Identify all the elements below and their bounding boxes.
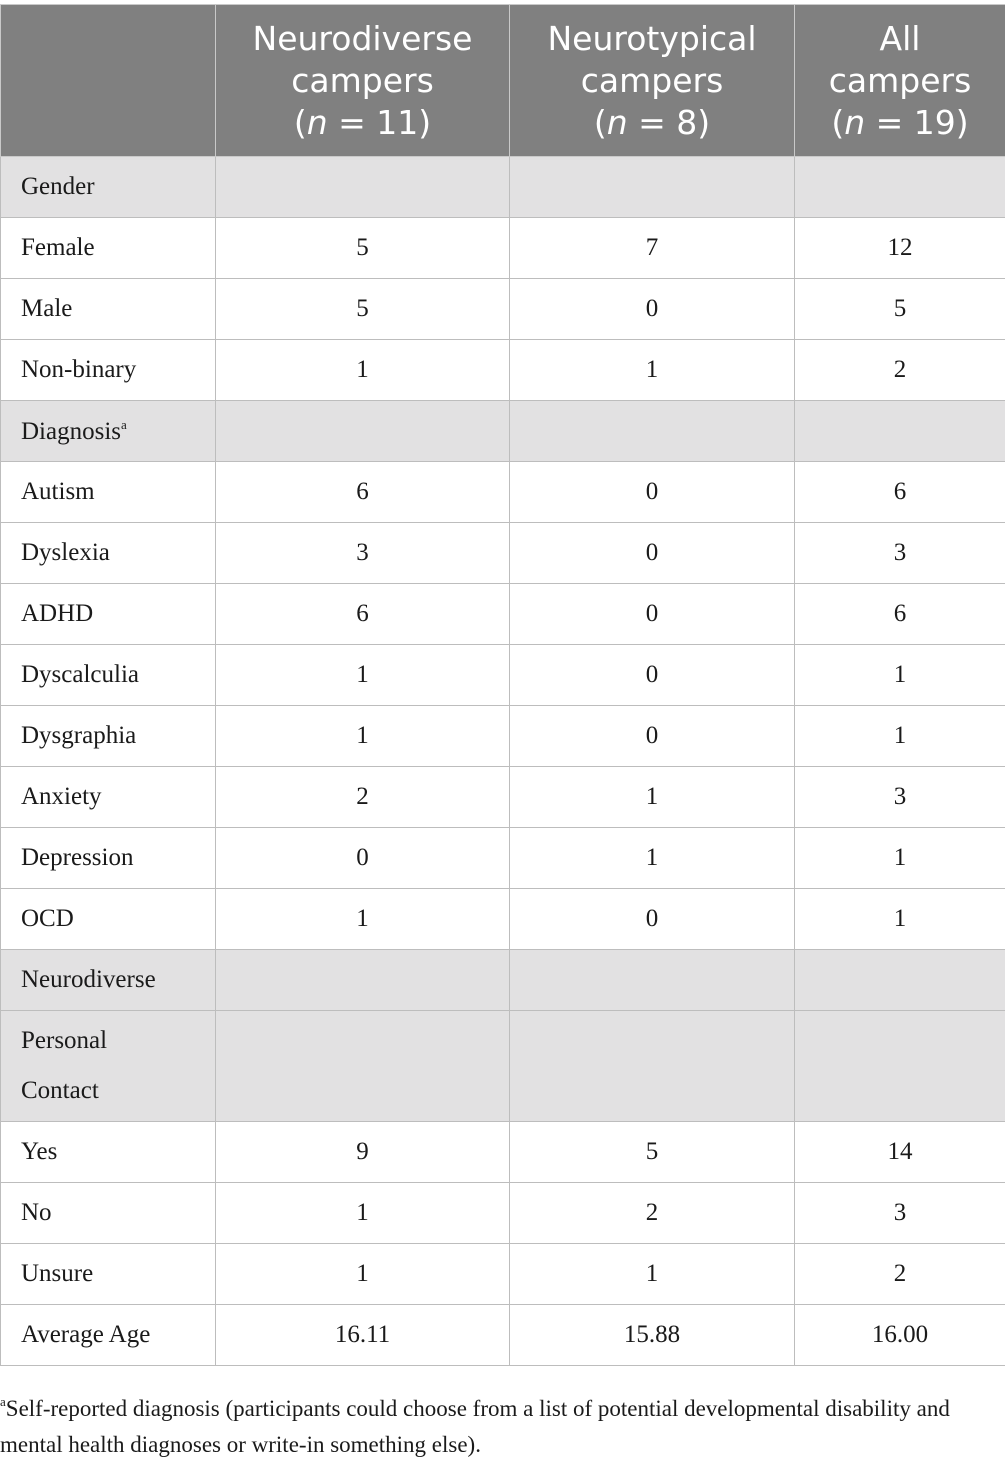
header-neurodiverse-line1: Neurodiverse — [253, 19, 473, 58]
section-row-diagnosis — [1, 401, 1005, 462]
footnote-marker: a — [121, 417, 127, 432]
header-neurodiverse-line2: campers — [291, 61, 434, 100]
neurodiverse-value: 2 — [216, 767, 510, 828]
header-neurodiverse-n: n — [307, 103, 328, 142]
header-row — [1, 5, 1005, 157]
neurodiverse-value: 1 — [216, 889, 510, 950]
table-row — [1, 1183, 1005, 1244]
row-label: Dyscalculia — [1, 645, 216, 706]
header-neurotypical-line2: campers — [581, 61, 724, 100]
row-label — [1, 401, 216, 462]
row-label: Autism — [1, 462, 216, 523]
header-neurotypical-line1: Neurotypical — [547, 19, 756, 58]
empty-cell — [795, 950, 1005, 1011]
empty-cell — [795, 1011, 1005, 1122]
diagnosis-label: Diagnosis — [21, 418, 121, 445]
table-row — [1, 1122, 1005, 1183]
empty-cell — [216, 401, 510, 462]
footnote-marker: a — [0, 1394, 6, 1409]
header-all-line1: All — [880, 19, 921, 58]
header-neurodiverse: Neurodiverse campers (n = 11) — [216, 5, 510, 157]
all-value: 12 — [795, 218, 1005, 279]
all-value: 14 — [795, 1122, 1005, 1183]
table-row — [1, 828, 1005, 889]
row-label: Female — [1, 218, 216, 279]
header-neurotypical: Neurotypical campers (n = 8) — [510, 5, 795, 157]
neurodiverse-value: 1 — [216, 1244, 510, 1305]
table-row — [1, 584, 1005, 645]
neurotypical-value: 5 — [510, 1122, 795, 1183]
empty-cell — [216, 950, 510, 1011]
empty-cell — [795, 401, 1005, 462]
neurodiverse-value: 1 — [216, 340, 510, 401]
neurotypical-value: 0 — [510, 279, 795, 340]
contact-label: Contact — [21, 1077, 99, 1104]
all-value: 6 — [795, 462, 1005, 523]
all-value: 3 — [795, 767, 1005, 828]
neurodiverse-value: 5 — [216, 279, 510, 340]
all-value: 3 — [795, 523, 1005, 584]
row-label: Dysgraphia — [1, 706, 216, 767]
neurotypical-value: 1 — [510, 828, 795, 889]
demographics-table — [0, 4, 1005, 1366]
neurotypical-value: 0 — [510, 584, 795, 645]
header-neurotypical-n: n — [607, 103, 628, 142]
neurodiverse-value: 3 — [216, 523, 510, 584]
table-row — [1, 645, 1005, 706]
table-row — [1, 767, 1005, 828]
table-row — [1, 889, 1005, 950]
table-footnote — [0, 1384, 1005, 1463]
neurotypical-value: 1 — [510, 767, 795, 828]
neurotypical-value: 0 — [510, 889, 795, 950]
header-all-count: = 19) — [865, 103, 969, 142]
neurotypical-value: 1 — [510, 340, 795, 401]
header-neurotypical-count: = 8) — [628, 103, 711, 142]
table-row — [1, 1244, 1005, 1305]
neurotypical-value: 2 — [510, 1183, 795, 1244]
neurodiverse-value: 16.11 — [216, 1305, 510, 1366]
header-all: All campers (n = 19) — [795, 5, 1005, 157]
empty-cell — [510, 950, 795, 1011]
neurodiverse-value: 6 — [216, 462, 510, 523]
neurotypical-value: 15.88 — [510, 1305, 795, 1366]
table-row — [1, 340, 1005, 401]
all-value: 1 — [795, 828, 1005, 889]
table-row — [1, 218, 1005, 279]
neurodiverse-value: 1 — [216, 1183, 510, 1244]
neurotypical-value: 0 — [510, 462, 795, 523]
row-label: ADHD — [1, 584, 216, 645]
all-value: 5 — [795, 279, 1005, 340]
row-label: OCD — [1, 889, 216, 950]
section-row-personal-contact — [1, 1011, 1005, 1122]
row-label: Neurodiverse — [1, 950, 216, 1011]
empty-cell — [510, 157, 795, 218]
all-value: 6 — [795, 584, 1005, 645]
header-all-n: n — [844, 103, 865, 142]
section-row-gender — [1, 157, 1005, 218]
neurodiverse-value: 6 — [216, 584, 510, 645]
neurodiverse-value: 9 — [216, 1122, 510, 1183]
row-label: Non-binary — [1, 340, 216, 401]
empty-cell — [510, 1011, 795, 1122]
neurotypical-value: 1 — [510, 1244, 795, 1305]
neurotypical-value: 7 — [510, 218, 795, 279]
all-value: 1 — [795, 645, 1005, 706]
all-value: 2 — [795, 340, 1005, 401]
row-label: Anxiety — [1, 767, 216, 828]
row-label: Dyslexia — [1, 523, 216, 584]
empty-cell — [216, 1011, 510, 1122]
header-blank-cell — [1, 5, 216, 157]
footnote-text: Self-reported diagnosis (participants could choose from a list of potential developmental disability and mental health diagnoses or write-in something else). — [0, 1396, 950, 1457]
table-row — [1, 1305, 1005, 1366]
row-label: Male — [1, 279, 216, 340]
section-row-neurodiverse — [1, 950, 1005, 1011]
all-value: 1 — [795, 889, 1005, 950]
row-label: Yes — [1, 1122, 216, 1183]
table-row — [1, 706, 1005, 767]
table-row — [1, 462, 1005, 523]
table-row — [1, 523, 1005, 584]
all-value: 3 — [795, 1183, 1005, 1244]
header-neurodiverse-count: = 11) — [328, 103, 432, 142]
row-label: Average Age — [1, 1305, 216, 1366]
all-value: 2 — [795, 1244, 1005, 1305]
neurodiverse-value: 5 — [216, 218, 510, 279]
personal-label: Personal — [21, 1027, 107, 1054]
row-label: No — [1, 1183, 216, 1244]
table-row — [1, 279, 1005, 340]
row-label: Unsure — [1, 1244, 216, 1305]
empty-cell — [216, 157, 510, 218]
neurotypical-value: 0 — [510, 706, 795, 767]
empty-cell — [510, 401, 795, 462]
all-value: 16.00 — [795, 1305, 1005, 1366]
empty-cell — [795, 157, 1005, 218]
header-all-line2: campers — [829, 61, 972, 100]
all-value: 1 — [795, 706, 1005, 767]
row-label: Gender — [1, 157, 216, 218]
row-label: Depression — [1, 828, 216, 889]
neurodiverse-value: 0 — [216, 828, 510, 889]
neurodiverse-value: 1 — [216, 706, 510, 767]
neurotypical-value: 0 — [510, 523, 795, 584]
neurodiverse-value: 1 — [216, 645, 510, 706]
neurotypical-value: 0 — [510, 645, 795, 706]
row-label — [1, 1011, 216, 1122]
